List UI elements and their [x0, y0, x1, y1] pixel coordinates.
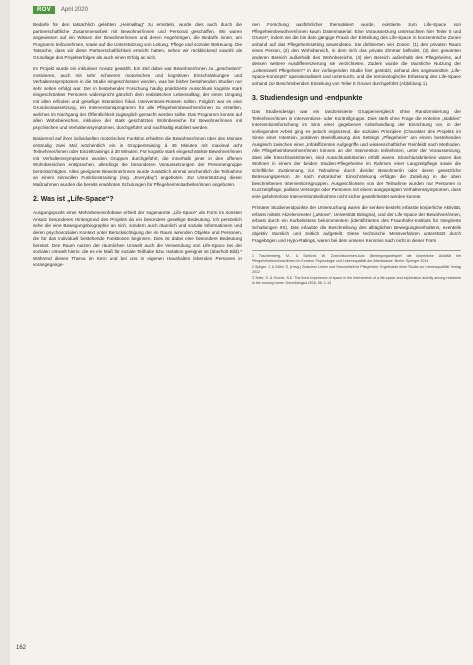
footnote: 3 Teiler, S. & Gruner, S.E. The lived experience of space in the intervention of a life-space and exploration activity among residents in the nursing home. Gerontologist 2016; 56: 1-13 — [252, 276, 461, 285]
journal-badge: ROV — [33, 6, 55, 14]
footnote: 1 Trachtenberg, M., & Schlicht, W. Zurechtkommen-kurz (Bewegungsbeispiel die körperliche Aktivität bei Pflegeheimbewohner/innen im Kontext: Psychologie und Lebensqualität der Altersklasse. Berlin: Springer 2014 — [252, 254, 461, 263]
page-number: 162 — [16, 645, 27, 651]
paragraph: Im Projekt wurde ein inklusiver Ansatz gewählt. Ein Ziel dabei war Bewohner/innen zu „gescheitern“ motivieren, auch mit sehr schweren motorischen und kognitiven Einschränkungen und Verhaltenssymptomen in die Studie eingeschlossen werden, was bei bisher bestehenden Studien nur sehr selten erfolgt war. Der in bestehender Forschung häufig praktizierte Ausschluss kognitiv stark eingeschränkter Personen widerspricht gänzlich dem realistischen Lebensalltag, der einen Umgang mit allen erfinden und gesellige Interaktion fokal. Interventions-Rossen sollen. Folglich war es eine Grundvoraussetzung, ein Interventionsprogramm für alle Pflegeheimbewohner/innen zu erstellen, welches im Nachgang der Öffentlichkeit zugänglich gemacht werden sollte. Das Programm konnte auf allen Wohnbereichen, inklusive der stark geschützten Wohnbereiche für Bewohner/innen mit psychischen und Verhaltenssymptomen, durchgeführt und nachhaltig etabliert werden. — [33, 66, 242, 130]
paragraph: Primärer Studienendpunkte der Untersuchung waren die senken-besteht erfasste körperliche Aktivität, erfasst mittels Akzelerometer („uMove“, Universität Bologna), und der Life-Space der Bewohner/innen, erfasst durch ein Kurbelsstoss bekommentem (identifizierten des Fraunhofer-Instituts für Integrierte Schaltungen IIS). Das erlaubte die Beschreibung des alltäglichen Bewegungsverhaltens, eventeils objektiv räumlich und zeitlich aufgeteilt. Diese technische Messverfahren unterstützt durch Fragebögen und Hypo-Ratings, waren bei dem unserer Kenntnis nach nicht in dieser Form — [252, 205, 461, 243]
footnotes — [252, 250, 461, 286]
right-column — [252, 22, 461, 632]
left-column — [33, 22, 242, 632]
running-header — [33, 6, 88, 14]
page-margin-strip — [0, 0, 10, 665]
section-heading: 3. Studiendesign und -endpunkte — [252, 95, 363, 102]
article-body — [33, 22, 461, 632]
paragraph: Ausgangspunkt einer Mehrebeneninfobase erhielt der sogenannte „Life-Space“ als Form im sonsten Ansatz besonderes Hintergrund des Projekts da ein besonders gesellige Bedeutung. Ich persönlich sehe die eine Bewegungsbiographie an sich, sondern auch räumlich und soziale Informationen und deren psychosozialen Kontext unter Berücksichtigung der im Raum wirenden Objekte und Personen, die für das individuell bestehende Funktionen beginnen. Dies ist dabei eine besondere Bedeutung bereitet. Den Raum nutzen der räumlichen Umwelt auch die Verwendung von Life-Space bei der sozialen Umwelt hierin: die es ein Maß für soziale Teilhabe bzw. Isolation geeignet ist (überholt Bild).* Während dieses Thema im Kern und bei uns in eigenen Haushalten lebenden Personen in vorangegange- — [33, 210, 242, 267]
issue-date: April 2020 — [60, 7, 88, 13]
paragraph: Bedarfe für den tatsächlich gelebten „Heimalltag“ zu ermitteln, wurde dies auch durch die partnerschaftliche Zusammenarbeit mit Bewohner/innen und Personal geschaffen. Wir waren angewiesen auf ein Wissen der Bewohner/innen und deren Angehörigen, die Bedarfe innen, am Programm teilzunehmen, sowie auf die Unterstützung von Leitung, Pflege und sozialer Betreuung. Die Tatsache, dass wir diese Partnerschaftlichkeit erreicht hatten, sehen wir rückblickend sowohl als Grundlage des Projekterfolges als auch einen Erfolg an sich. — [33, 22, 242, 60]
paragraph: nen Forschung ausführlicher thematisiert wurde, existierte zum Life-Space von Pflegeheimbewohner/innen kaum Datenmaterial. Eine Voraussetzung untersuchten hier Teiler 5 und Gruner*, indem sie die bis dato gängige Praxis der Einteilung des Life-Space in konzentrische Zonen anhand auf das Pflegeheimsetting anwendeten. Sie definierten vier Zonen: (1) den privaten Raum eines Person, (2) den Wohnbereich, in dem sich das private Zimmer befindet, (3) den gesamten anderen Bereich außerhalb des Wohnbereichs, (4) den Bereich außerhalb des Pflegeheims, auf dessen weitere Ausdifferenzierung sie verzichteten. Zudem wurde die räumliche Nutzung der „Lebenswelt Pflegeheim“* in der vorliegenden Studie hier gestützt, anhand des angewandten „Life-Space-Konzepts“ operationalisiert und untersucht, und die terminologische Erfassung des Life-Space anhand zur Beschreibenden Einteilung von Teiler 5 Gruner durchgeführt (Abbildung 1). — [252, 22, 461, 86]
section-heading: 2. Was ist „Life-Space“? — [33, 196, 114, 203]
paragraph: Basierend auf ihrer individuellen motorischen Funktion erhielten die Bewohner/innen über den Monats erstmalig zwei Mal wöchentlich ein in Gruppentraining á 45 Minuten mit maximal acht Teilnehmer/innen oder Einzeltrainings á 30 Minuten. Für kognitiv stark eingeschränkte Bewohner/innen mit Verhaltenssymptomen wurden Gruppen durchgeführt, die innerhalb jener in den offenen Wohnbereichen entsprachen, allerdings die besonderen Voraussetzungen der Personengruppe berücksichtigten. Alles geeignete Bewohner/innen wurde zusätzlich einmal wöchentlich die Teilnahme an einem sinnvollen Funktionstraining (sog. „Everyday“) angeboten. Zur Unterstützung dieser Maßnahmen wurden die bereits erwähnten Schulungen für Pflegeheimmitarbeiter/innen angeboten. — [33, 136, 242, 187]
footnote: 2 Spilger, J. & Stöhr, S. (Hrsg.) Zwischen Leben und Gesundheit im Pflegeheim: Ergebnisse einer Studie zur Lebensqualität. Verlag 2012 — [252, 265, 461, 274]
paragraph: Das Studiendesign war ein randomisierte Gruppenvergleich ohne Randomisierung der Teilnehmer/innen in Interventions- oder Kontrollgruppe. Dies stellt ohne Frage die Kriterien „stabilen“ Interventionsforschung im Sinn einer gegebenen Anbehandlung der Einrichtung vor, in der vorliegenden Arbeit ging es jedoch ergänzend, die sozialen Prinzipien (Charakter des Projekts im Sinne einer Intention, positiven Beeinflussung des Settings „Pflegeheim“ am einem bestehenden Ausgleich zwischen einer „Infokiffizenten Aufgegriffe und wissenschaftlicher Reinfeldt nach Methoden. Alle Pflegeheimbewohner/innen können an der Intervention teilnehmen, unter der Voraussetzung, dass alle Einschlusskriterien, sind Ausschlusskriterien erfüllt waren. Einschlusskriterien waren das Wohnen in einem der beiden Studien-Pflegeheime im Rahmen einer Langzeitpflege sowie die schriftliche Zustimmung zur Teilnahme durch die/der Bewohner/in oder deren gesetzliche Betreuungsperson. Je nach motorischer Einschränkung erfolgte die Zuteilung in die oben beschriebenen Interventionsgruppen. Ausgeschlossen von der Teilnahme wurden nur Personen in Kurzzeitpflege, palliativ Versorgte oder Personen mit einem ausgeprägten Verhaltenssymptomen, dass eine gefahrenlose Interventionsteilnahme nicht sicher gewährleistet werden konnte. — [252, 109, 461, 199]
